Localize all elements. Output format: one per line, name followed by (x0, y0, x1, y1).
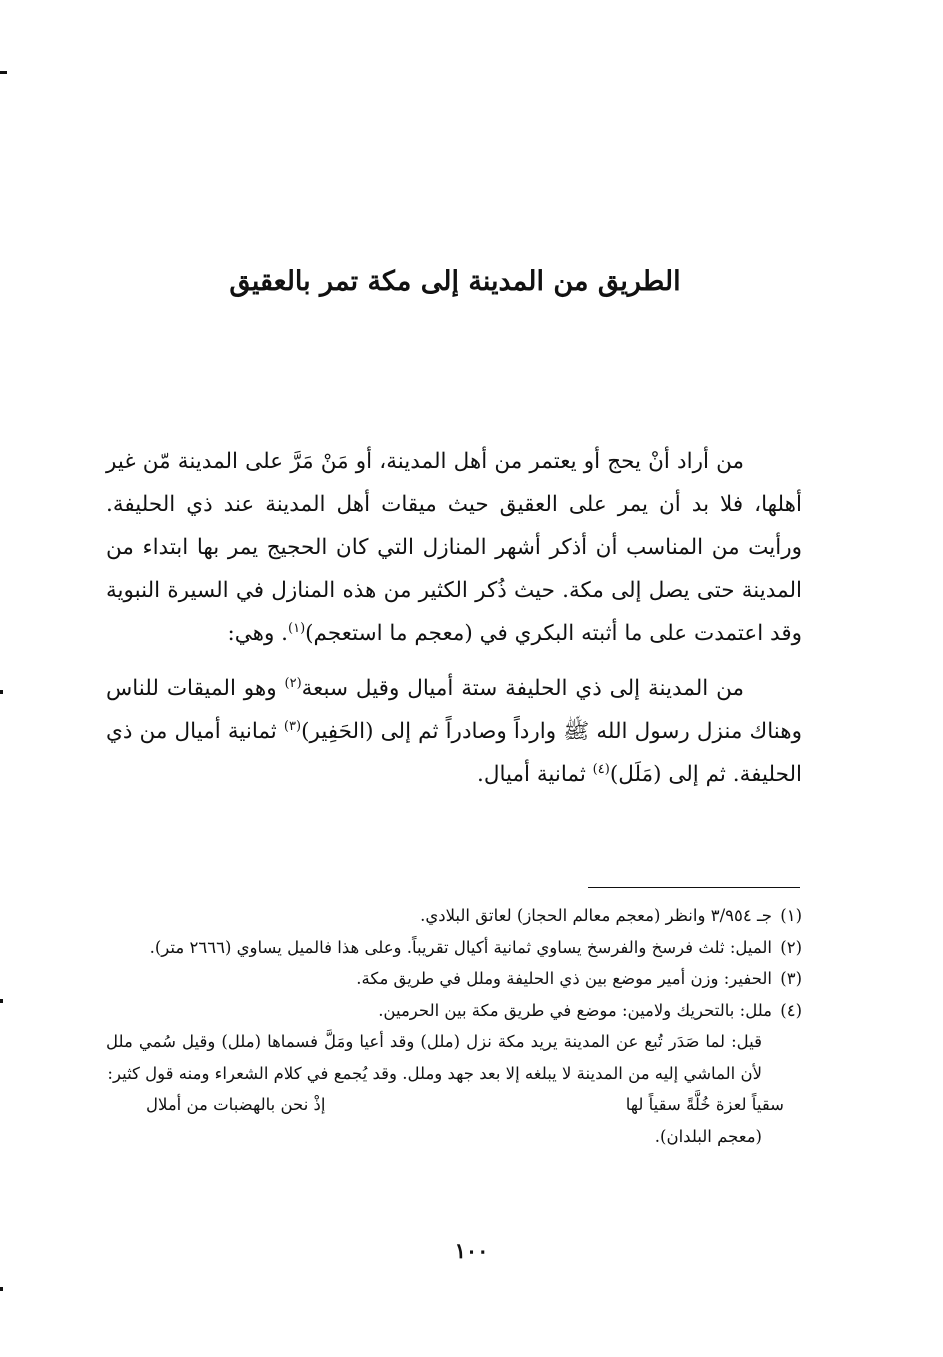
verse-source: (معجم البلدان). (654, 1126, 762, 1146)
scan-edge-mark (0, 999, 3, 1003)
footnote-text: ملل: بالتحريك ولامين: موضع في طريق مكة بين الحرمين. (378, 1000, 772, 1020)
scan-edge-mark (0, 71, 7, 74)
footnote-number: (٢) (780, 937, 802, 957)
scan-edge-mark (0, 1287, 3, 1291)
verse-first-hemistich: سقياً لعزة خُلَّةً سقياً لها (625, 1095, 784, 1114)
footnote-ref-1: (١) (288, 620, 306, 636)
footnote-ref-4: (٤) (592, 761, 610, 777)
paragraph-2 (106, 667, 802, 796)
footnote-2 (106, 932, 802, 964)
footnote-ref-3: (٣) (283, 718, 302, 734)
footnote-text: الميل: ثلث فرسخ والفرسخ يساوي ثمانية أكيال تقريباً. وعلى هذا فالميل يساوي (٢٦٦٦ متر). (149, 937, 772, 957)
footnote-number: (٣) (780, 969, 802, 988)
paragraph-2-text-a: من المدينة إلى ذي الحليفة ستة أميال وقيل سبعة (301, 676, 744, 701)
footnotes (106, 900, 802, 1152)
paragraph-2-text-c: ثمانية أميال من ذي الحليفة. ثم إلى (مَلَل) (106, 719, 802, 787)
footnote-text: الحفير: وزن أمير موضع بين ذي الحليفة وملل في طريق مكة. (356, 969, 772, 988)
scan-edge-mark (0, 690, 3, 694)
paragraph-2-text-d: ثمانية أميال. (477, 762, 593, 787)
paragraph-1 (106, 440, 802, 655)
footnote-number: (١) (780, 906, 802, 925)
poetry-verse (106, 1089, 802, 1121)
footnote-separator (588, 887, 800, 888)
footnote-4 (106, 995, 802, 1027)
paragraph-1-text: من أراد أنْ يحج أو يعتمر من أهل المدينة، أو مَنْ مَرَّ على المدينة مّن غير أهلها، فلا بد أن يمر على العقيق حيث ميقات أهل المدينة عند ذي الحليفة. ورأيت من المناسب أن أذكر أشهر المنازل التي كان الحجيج يمر بها ابتداء من المدينة حتى يصل إلى مكة. حيث ذُكر الكثير من هذه المنازل في السيرة النبوية وقد اعتمدت على ما أثبته البكري في (معجم ما استعجم) (106, 449, 802, 646)
footnote-number: (٤) (780, 1000, 802, 1020)
footnote-4-continuation: قيل: لما صَدَر تُبع عن المدينة يريد مكة نزل (ملل) وقد أعيا ومَلَّ فسماها (ملل) وقيل سُمي ملل لأن الماشي إليه من المدينة لا يبلغه إلا بعد جهد وملل. وقد يُجمع في كلام الشعراء ومنه قول كثير: (106, 1032, 762, 1083)
chapter-title: الطريق من المدينة إلى مكة تمر بالعقيق (229, 266, 681, 297)
paragraph-1-tail: . وهي: (227, 621, 289, 646)
footnote-3 (106, 963, 802, 995)
paragraph-2-text-b: وهو الميقات للناس وهناك منزل رسول الله ﷺ وارداً وصادراً ثم إلى (الحَفِير) (106, 676, 802, 744)
footnote-text: جـ ٣/٩٥٤ وانظر (معجم معالم الحجاز) لعاتق البلادي. (420, 906, 772, 925)
verse-second-hemistich: إذْ نحن بالهضبات من أملال (146, 1095, 326, 1114)
footnote-ref-2: (٢) (284, 675, 302, 691)
footnote-1 (106, 900, 802, 932)
page-number: ١٠٠ (454, 1238, 489, 1263)
main-text (106, 440, 802, 796)
